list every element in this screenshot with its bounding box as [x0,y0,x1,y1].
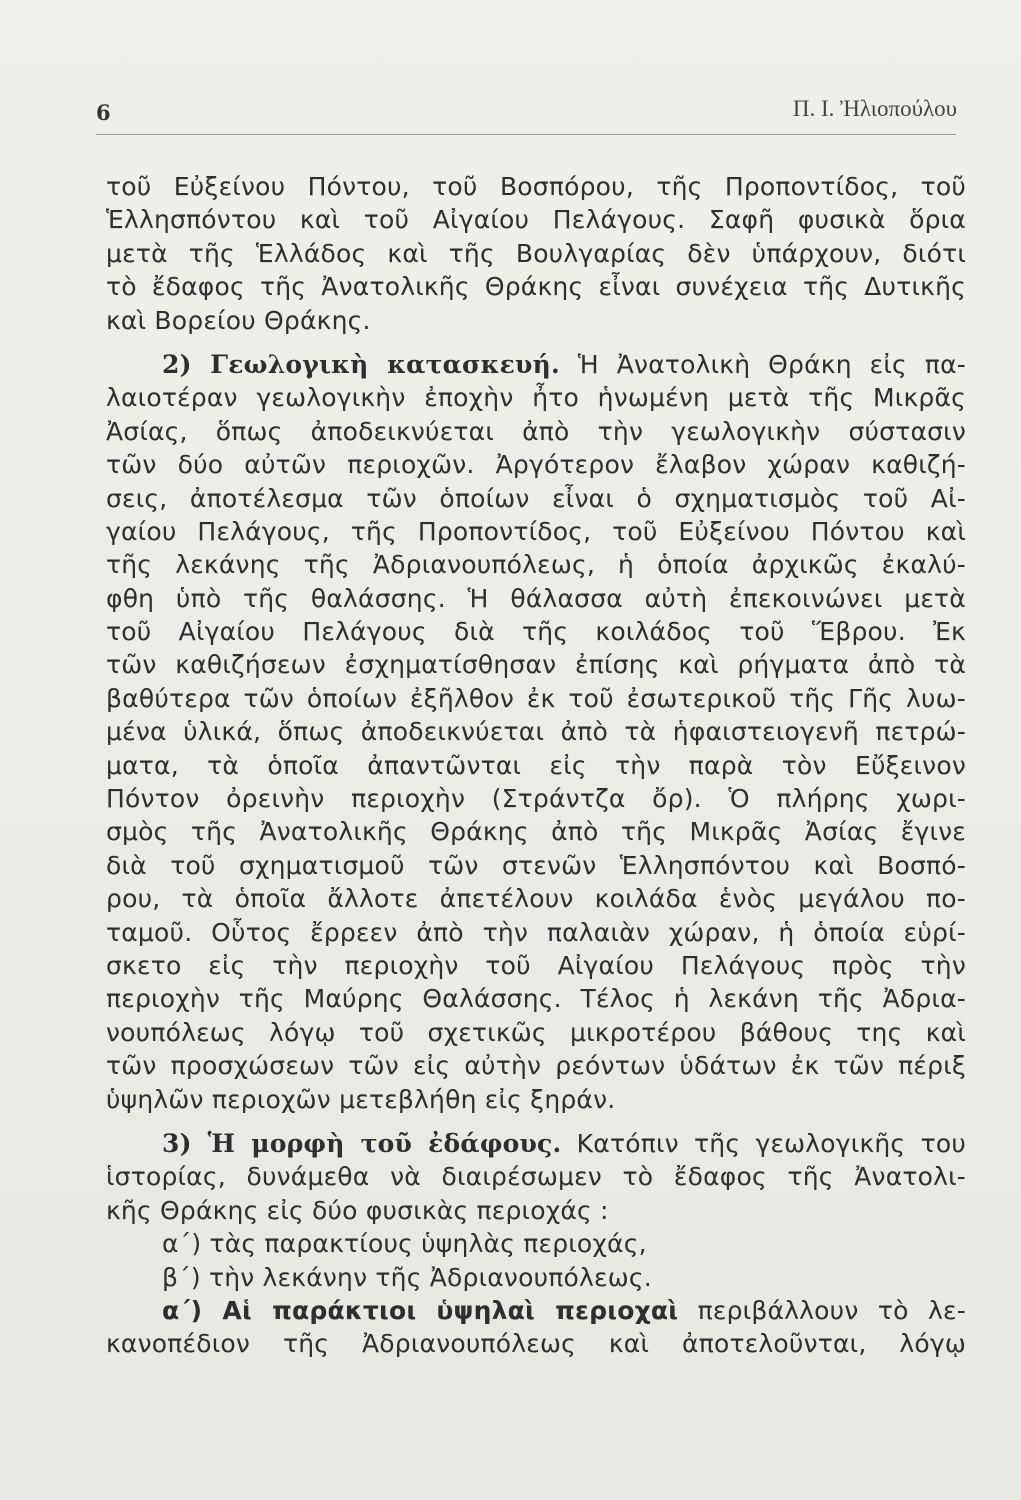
text-line: σεις, ἀποτέλεσμα τῶν ὁποίων εἶναι ὁ σχηματισμὸς τοῦ Αἰ- [106,483,966,513]
text-line: τοῦ Αἰγαίου Πελάγους διὰ τῆς κοιλάδος τοῦ Ἕβρου. Ἐκ [106,617,966,647]
page-number: 6 [96,100,111,125]
text-line: τὸ ἔδαφος τῆς Ἀνατολικῆς Θράκης εἶναι συνέχεια τῆς Δυτικῆς [106,272,966,302]
text-line: ἱστορίας, δυνάμεθα νὰ διαιρέσωμεν τὸ ἔδαφος τῆς Ἀνατολι- [106,1162,966,1192]
section-3-first-line [106,1127,966,1160]
list-item: α΄) τὰς παρακτίους ὑψηλὰς περιοχάς, [162,1229,647,1259]
text-line: ρου, τὰ ὁποῖα ἄλλοτε ἀπετέλουν κοιλάδα ἑνὸς μεγάλου πο- [106,884,966,914]
section-2-first-line [106,348,966,381]
text-line: σμὸς τῆς Ἀνατολικῆς Θράκης ἀπὸ τῆς Μικρᾶς Ἀσίας ἔγινε [106,817,966,847]
section-2-heading: 2) Γεωλογικὴ κατασκευή. [162,349,560,379]
text-line: νουπόλεως λόγῳ τοῦ σχετικῶς μικροτέρου βάθους της καὶ [106,1017,966,1047]
text-line: τῶν δύο αὐτῶν περιοχῶν. Ἀργότερον ἔλαβον χώραν καθιζή- [106,450,966,480]
section-3-first-line-text: Κατόπιν τῆς γεωλογικῆς του [576,1128,966,1158]
text-line: σκετο εἰς τὴν περιοχὴν τοῦ Αἰγαίου Πελάγους πρὸς τὴν [106,950,966,980]
running-title: Π. Ι. Ἠλιοπούλου [792,96,957,121]
text-line: τῶν καθιζήσεων ἐσχηματίσθησαν ἐπίσης καὶ ρήγματα ἀπὸ τὰ [106,650,966,680]
subsection-a-heading: α΄) Αἱ παράκτιοι ὑψηλαὶ περιοχαὶ [162,1295,679,1325]
header-rule [96,134,956,135]
text-line: περιοχὴν τῆς Μαύρης Θαλάσσης. Τέλος ἡ λεκάνη τῆς Ἀδρια- [106,984,966,1014]
text-line: τοῦ Εὐξείνου Πόντου, τοῦ Βοσπόρου, τῆς Προποντίδος, τοῦ [106,172,966,201]
text-line: ὑψηλῶν περιοχῶν μετεβλήθη εἰς ξηράν. [106,1084,616,1114]
list-item: β΄) τὴν λεκάνην τῆς Ἀδριανουπόλεως. [162,1262,652,1292]
text-line: καὶ Βορείου Θράκης. [106,305,371,335]
text-line: φθη ὑπὸ τῆς θαλάσσης. Ἡ θάλασσα αὐτὴ ἐπεκοινώνει μετὰ [106,583,966,613]
text-line: ματα, τὰ ὁποῖα ἀπαντῶνται εἰς τὴν παρὰ τὸν Εὔξεινον [106,750,966,780]
text-line: τῆς λεκάνης τῆς Ἀδριανουπόλεως, ἡ ὁποία ἀρχικῶς ἐκαλύ- [106,550,966,580]
text-line: λαιοτέραν γεωλογικὴν ἐποχὴν ἦτο ἡνωμένη μετὰ τῆς Μικρᾶς [106,383,966,413]
section-3-heading: 3) Ἡ μορφὴ τοῦ ἐδάφους. [162,1128,562,1158]
text-line: Ἑλλησπόντου καὶ τοῦ Αἰγαίου Πελάγους. Σαφῆ φυσικὰ ὅρια [106,205,966,235]
text-line: ταμοῦ. Οὗτος ἔρρεεν ἀπὸ τὴν παλαιὰν χώραν, ἡ ὁποία εὑρί- [106,917,966,947]
text-line: γαίου Πελάγους, τῆς Προποντίδος, τοῦ Εὐξείνου Πόντου καὶ [106,516,966,546]
body-text [106,170,966,1361]
text-line: βαθύτερα τῶν ὁποίων ἐξῆλθον ἐκ τοῦ ἐσωτερικοῦ τῆς Γῆς λυω- [106,683,966,713]
subsection-a-first-line [106,1294,966,1327]
text-line: κῆς Θράκης εἰς δύο φυσικὰς περιοχάς : [106,1195,609,1225]
text-line: κανοπέδιον τῆς Ἀδριανουπόλεως καὶ ἀποτελοῦνται, λόγῳ [106,1329,966,1359]
text-line: τῶν προσχώσεων τῶν εἰς αὐτὴν ρεόντων ὑδάτων ἐκ τῶν πέριξ [106,1051,966,1081]
subsection-a-first-line-text: περιβάλλουν τὸ λε- [697,1295,966,1325]
text-line: Πόντον ὀρεινὴν περιοχὴν (Στράντζα ὄρ). Ὁ πλήρης χωρι- [106,784,966,814]
section-2-first-line-text: Ἡ Ἀνατολικὴ Θράκη εἰς πα- [577,349,966,379]
text-line: μετὰ τῆς Ἑλλάδος καὶ τῆς Βουλγαρίας δὲν ὑπάρχουν, διότι [106,238,966,268]
text-line: διὰ τοῦ σχηματισμοῦ τῶν στενῶν Ἑλλησπόντου καὶ Βοσπό- [106,850,966,880]
text-line: Ἀσίας, ὅπως ἀποδεικνύεται ἀπὸ τὴν γεωλογικὴν σύστασιν [106,416,966,446]
text-line: μένα ὑλικά, ὅπως ἀποδεικνύεται ἀπὸ τὰ ἡφαιστειογενῆ πετρώ- [106,717,966,747]
